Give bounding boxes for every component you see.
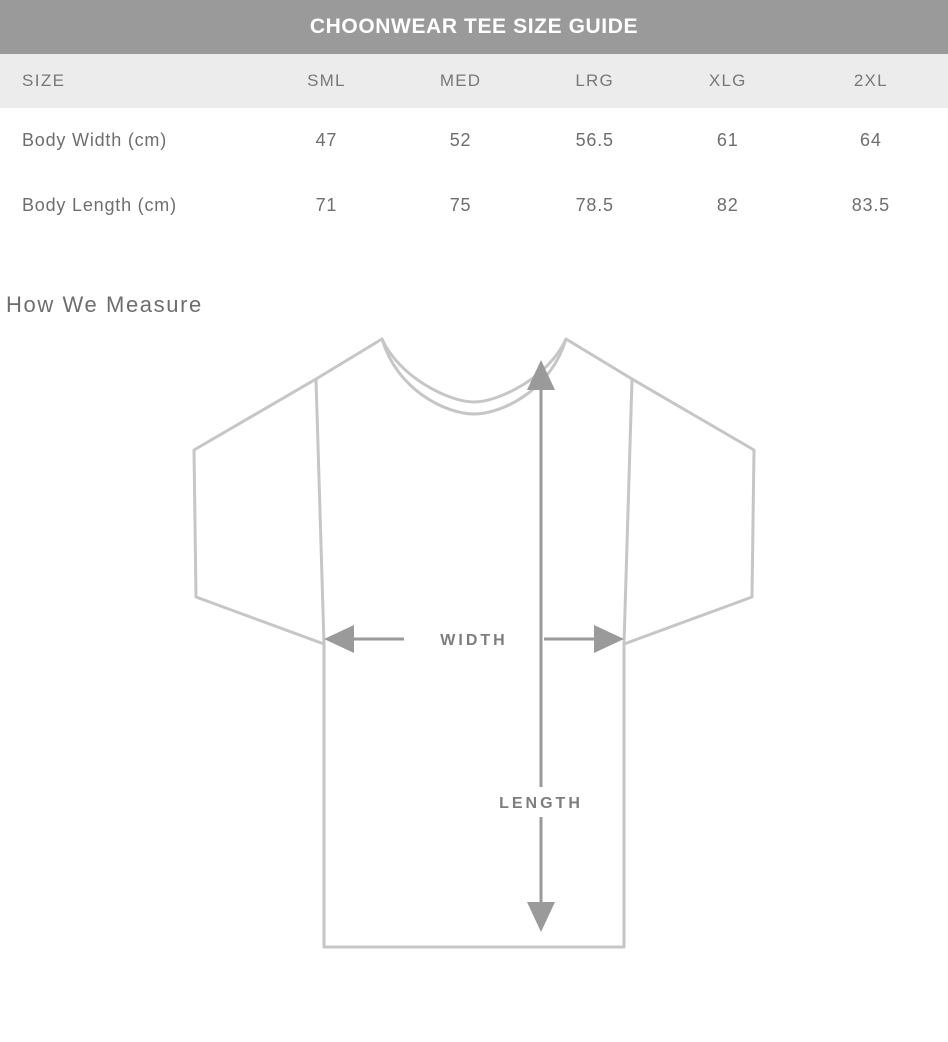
length-label: LENGTH: [499, 795, 583, 812]
measurement-diagram: [0, 332, 948, 992]
row-label-body-width: Body Width (cm): [22, 130, 168, 150]
row-label-body-length: Body Length (cm): [22, 195, 177, 215]
tshirt-diagram-svg: [154, 332, 794, 992]
cell-body-width-lrg: 56.5: [575, 130, 614, 150]
cell-body-width-med: 52: [449, 130, 472, 150]
cell-body-length-xlg: 82: [716, 195, 739, 215]
cell-body-width-xlg: 61: [716, 130, 739, 150]
table-row: [0, 173, 948, 238]
cell-body-length-2xl: 83.5: [851, 195, 890, 215]
cell-body-length-lrg: 78.5: [575, 195, 614, 215]
cell-body-length-sml: 71: [315, 195, 338, 215]
column-header-xlg: XLG: [708, 71, 747, 90]
column-header-lrg: LRG: [575, 71, 614, 90]
table-header-row: [0, 54, 948, 108]
size-guide-header: [0, 0, 948, 54]
cell-body-length-med: 75: [449, 195, 472, 215]
size-chart-table: [0, 54, 948, 238]
how-we-measure-heading: How We Measure: [6, 292, 203, 317]
column-header-med: MED: [439, 71, 482, 90]
cell-body-width-sml: 47: [315, 130, 338, 150]
width-label: WIDTH: [440, 632, 508, 649]
column-header-sml: SML: [307, 71, 346, 90]
cell-body-width-2xl: 64: [860, 130, 882, 150]
column-header-2xl: 2XL: [853, 71, 888, 90]
right-sleeve-seam: [624, 379, 632, 644]
left-sleeve-seam: [316, 379, 324, 644]
table-row: [0, 108, 948, 173]
width-arrow: [324, 624, 624, 654]
page-title: CHOONWEAR TEE SIZE GUIDE: [309, 15, 639, 38]
column-header-size: SIZE: [22, 71, 66, 90]
